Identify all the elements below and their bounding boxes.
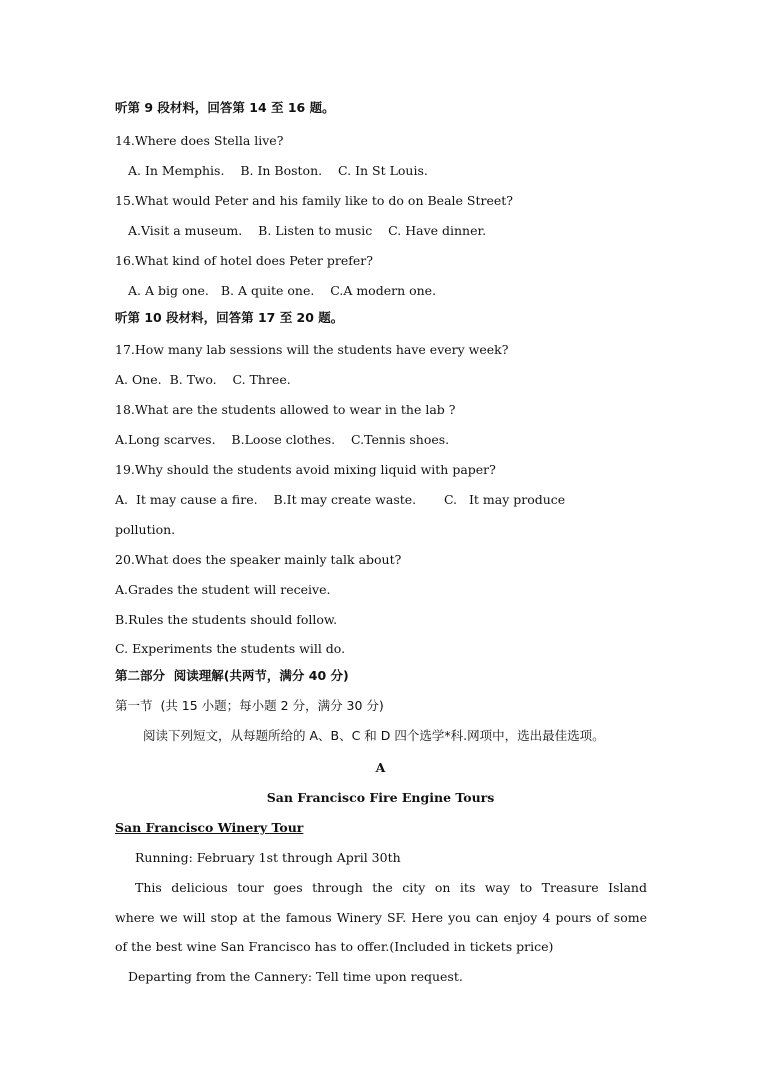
question-19-options: A. It may cause a fire. B.It may create waste. C. It may produce: [115, 492, 566, 507]
question-20-option-a: A.Grades the student will receive.: [115, 582, 331, 597]
tour-departing: Departing from the Cannery: Tell time upon request.: [128, 969, 463, 984]
question-20-option-b: B.Rules the students should follow.: [115, 612, 338, 627]
reading-instruction: 阅读下列短文，从每题所给的 A、B、C 和 D 四个选学*科.网项中，选出最佳选项。: [143, 728, 605, 743]
question-16-options: A. A big one. B. A quite one. C.A modern one.: [128, 283, 437, 298]
question-17: 17.How many lab sessions will the students have every week?: [115, 342, 509, 357]
tour-description-line-3: of the best wine San Francisco has to offer.(Included in tickets price): [115, 939, 554, 954]
section10-header: 听第 10 段材料，回答第 17 至 20 题。: [115, 310, 344, 325]
question-18: 18.What are the students allowed to wear in the lab ?: [115, 402, 456, 417]
tour-description-line-2: where we will stop at the famous Winery SF. Here you can enjoy 4 pours of some: [115, 910, 647, 925]
question-15-options: A.Visit a museum. B. Listen to music C. Have dinner.: [128, 223, 487, 238]
question-18-options: A.Long scarves. B.Loose clothes. C.Tennis shoes.: [115, 432, 450, 447]
question-19: 19.Why should the students avoid mixing liquid with paper?: [115, 462, 496, 477]
tour-description-line-1: This delicious tour goes through the city on its way to Treasure Island: [135, 880, 647, 895]
part-title: 第二部分 阅读理解(共两节，满分 40 分): [115, 668, 349, 683]
passage-title: San Francisco Fire Engine Tours: [266, 790, 495, 805]
question-17-options: A. One. B. Two. C. Three.: [115, 372, 291, 387]
section9-header: 听第 9 段材料，回答第 14 至 16 题。: [115, 100, 335, 115]
question-15: 15.What would Peter and his family like to do on Beale Street?: [115, 193, 513, 208]
tour-name: San Francisco Winery Tour: [115, 820, 304, 835]
question-20: 20.What does the speaker mainly talk about?: [115, 552, 402, 567]
question-16: 16.What kind of hotel does Peter prefer?: [115, 253, 373, 268]
question-14-options: A. In Memphis. B. In Boston. C. In St Louis.: [128, 163, 428, 178]
question-19-options-cont: pollution.: [115, 522, 176, 537]
tour-running-dates: Running: February 1st through April 30th: [135, 850, 401, 865]
passage-letter: A: [375, 760, 386, 775]
question-20-option-c: C. Experiments the students will do.: [115, 641, 346, 656]
section-1-heading: 第一节 (共 15 小题；每小题 2 分，满分 30 分): [115, 698, 384, 713]
question-14: 14.Where does Stella live?: [115, 133, 284, 148]
